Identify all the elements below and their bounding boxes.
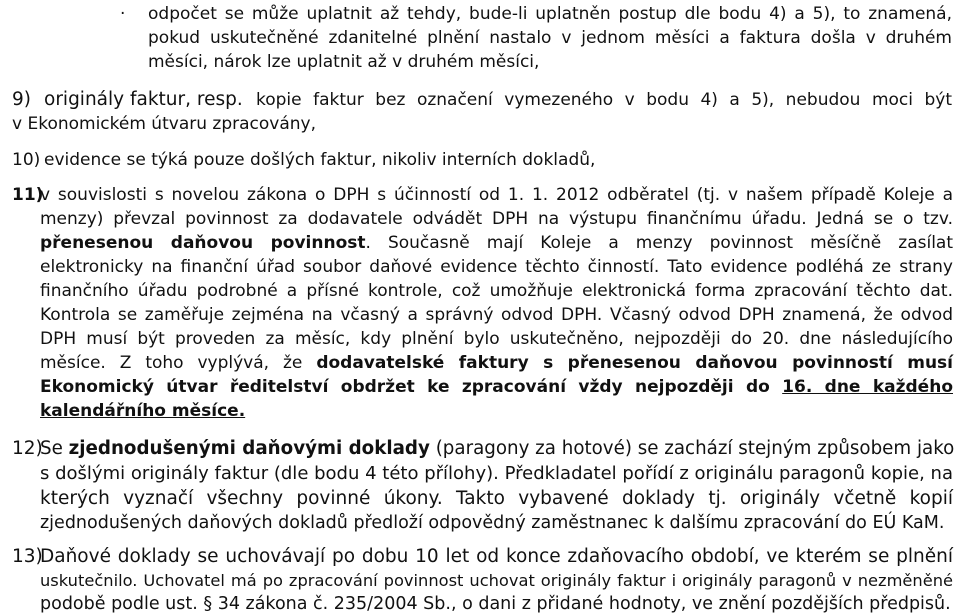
item-12-line-1: Se zjednodušenými daňovými doklady (paragony za hotové) se zachází stejným způsobem jako: [40, 438, 955, 459]
item-11-line-9: Ekonomický útvar ředitelství obdržet ke zpracování vždy nejpozději do 16. dne každého: [40, 377, 953, 397]
bullet-line-1: odpočet se může uplatnit až tehdy, bude-li uplatněn postup dle bodu 4) a 5), to znamená,: [148, 4, 952, 24]
bullet-line-2: pokud uskutečněné zdanitelné plnění nastalo v jednom měsíci a faktura došla v druhém: [148, 28, 952, 48]
item-11-number: 11): [12, 185, 44, 205]
item-9-line-1: kopie faktur bez označení vymezeného v bodu 4) a 5), nebudou moci být: [256, 90, 952, 110]
item-11-line-6: Kontrola se zaměřuje zejména na včasný a správný odvod DPH. Včasný odvod DPH znamená, že odvod: [40, 305, 953, 325]
item-11-line-3: přenesenou daňovou povinnost. Současně mají Koleje a menzy povinnost měsíčně zasílat: [40, 233, 953, 253]
item-13-line-2: uskutečnilo. Uchovatel má po zpracování povinnost uchovat originály faktur i originály paragonů v nezměněné: [40, 571, 953, 590]
item-9-number: 9): [12, 89, 31, 110]
item-11-line-5: finančního úřadu podrobné a přísné kontrole, což umožňuje elektronická forma zpracování těchto dat.: [40, 281, 953, 301]
item-12-line-3: kterých vyznačí všechny povinné úkony. Takto vybavené doklady tj. originály včetně kopií: [40, 488, 953, 509]
bullet-marker: ·: [120, 4, 126, 24]
item-11-line-2: menzy) převzal povinnost za dodavatele odvádět DPH na výstupu finančnímu úřadu. Jedná se o tzv.: [40, 209, 953, 229]
item-12-number: 12): [12, 438, 43, 459]
item-11-line-7: DPH musí být proveden za měsíc, kdy plnění bylo uskutečněno, nejpozději do 20. dne následujícího: [40, 329, 953, 349]
item-13-number: 13): [12, 546, 43, 567]
item-12-line-2: s došlými originály faktur (dle bodu 4 této přílohy). Předkladatel pořídí z originálu paragonů kopie, na: [40, 463, 953, 484]
item-10-text: evidence se týká pouze došlých faktur, nikoliv interních dokladů,: [44, 150, 596, 170]
bullet-line-3: měsíci, nárok lze uplatnit až v druhém měsíci,: [148, 52, 540, 72]
item-10-number: 10): [12, 150, 41, 170]
item-11-line-8: měsíce. Z toho vyplývá, že dodavatelské faktury s přenesenou daňovou povinností musí: [40, 353, 953, 373]
item-11-bold-term: přenesenou daňovou povinnost: [40, 233, 366, 253]
item-11-line-4: elektronicky na finanční úřad soubor daňové evidence těchto činností. Tato evidence podléhá ze strany: [40, 257, 953, 277]
item-13-line-3: podobě podle ust. § 34 zákona č. 235/2004 Sb., o dani z přidané hodnoty, ve znění pozdějších předpisů.: [40, 594, 951, 614]
item-12-line-4: zjednodušených daňových dokladů předloží odpovědný zaměstnanec k dalšímu zpracování do EÚ KaM.: [40, 513, 945, 533]
item-13-line-1: Daňové doklady se uchovávají po dobu 10 let od konce zdaňovacího období, ve kterém se plnění: [40, 546, 953, 567]
item-9-lead: originály faktur, resp.: [44, 89, 243, 110]
item-11-line-1: v souvislosti s novelou zákona o DPH s účinností od 1. 1. 2012 odběratel (tj. v našem případě Koleje a: [40, 185, 953, 205]
item-9-line-2: v Ekonomickém útvaru zpracovány,: [12, 114, 316, 134]
item-11-line-10: kalendářního měsíce.: [40, 401, 246, 421]
